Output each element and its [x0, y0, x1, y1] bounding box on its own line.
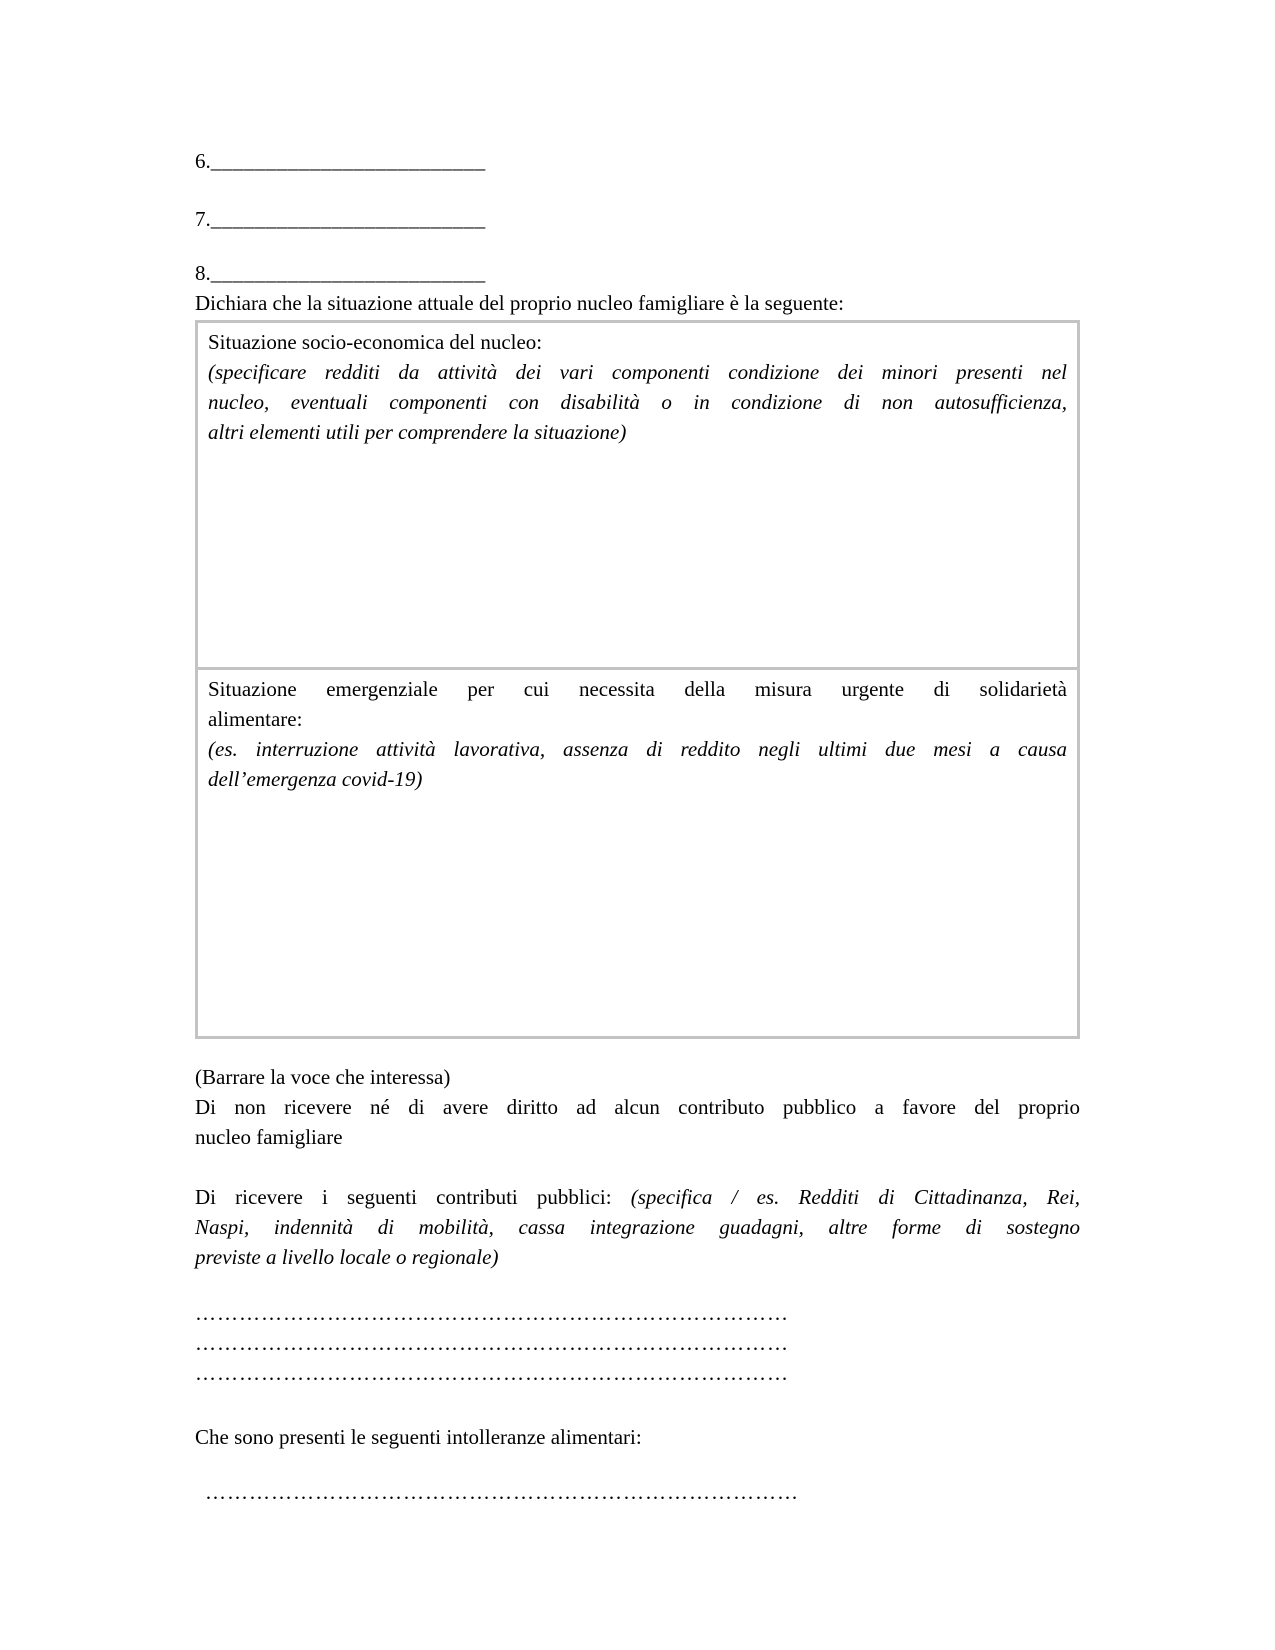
emergency-note-line: (es. interruzione attività lavorativa, assenza di reddito negli ultimi due mesi a causa: [208, 737, 1067, 761]
dotted-fill-line[interactable]: ………………………………………………………………………: [195, 1301, 789, 1325]
blank-line-7[interactable]: _________________________: [210, 207, 486, 231]
instruction-barrare: (Barrare la voce che interessa): [195, 1065, 451, 1089]
intolerances-label: Che sono presenti le seguenti intolleranze alimentari:: [195, 1425, 642, 1449]
socio-economic-note-line: nucleo, eventuali componenti con disabilità o in condizione di non autosufficienza,: [208, 390, 1067, 414]
option-receive-contributions: [195, 1182, 1080, 1272]
option-no-contribution-line: Di non ricevere né di avere diritto ad alcun contributo pubblico a favore del proprio: [195, 1095, 1080, 1119]
dotted-fill-line[interactable]: ………………………………………………………………………: [195, 1361, 789, 1385]
socio-economic-title: Situazione socio-economica del nucleo:: [208, 330, 543, 354]
table-row: [197, 322, 1079, 669]
item-number-6: 6.: [195, 149, 211, 173]
item-number-8: 8.: [195, 261, 211, 285]
numbered-blank-7: [195, 204, 1080, 234]
socio-economic-note-line: altri elementi utili per comprendere la situazione): [208, 420, 627, 444]
option-receive-note: (specifica / es. Redditi di Cittadinanza, Rei,: [630, 1185, 1080, 1209]
item-number-7: 7.: [195, 207, 211, 231]
socio-economic-note-line: (specificare redditi da attività dei vari componenti condizione dei minori presenti nel: [208, 360, 1067, 384]
option-receive-line: previste a livello locale o regionale): [195, 1245, 499, 1269]
option-receive-lead: Di ricevere i seguenti contributi pubblici:: [195, 1185, 631, 1209]
declaration-intro: Dichiara che la situazione attuale del proprio nucleo famigliare è la seguente:: [195, 291, 844, 315]
emergency-box[interactable]: [197, 669, 1079, 1038]
dotted-fill-line[interactable]: ………………………………………………………………………: [195, 1331, 789, 1355]
option-no-contribution: [195, 1092, 1080, 1152]
option-receive-line: Naspi, indennità di mobilità, cassa integrazione guadagni, altre forme di sostegno: [195, 1215, 1080, 1239]
contributions-fill-lines: [195, 1298, 1080, 1388]
family-situation-table: [195, 320, 1080, 1039]
emergency-title-line: alimentare:: [208, 707, 303, 731]
table-row: [197, 669, 1079, 1038]
numbered-blank-8: [195, 258, 1080, 288]
numbered-blank-6: [195, 146, 1080, 176]
emergency-title-line: Situazione emergenziale per cui necessita della misura urgente di solidarietà: [208, 677, 1067, 701]
intolerances-dotted-line[interactable]: ………………………………………………………………………: [205, 1480, 799, 1504]
option-no-contribution-line: nucleo famigliare: [195, 1125, 343, 1149]
socio-economic-box[interactable]: [197, 322, 1079, 669]
option-receive-line: [195, 1182, 1080, 1212]
page-content: [195, 0, 1080, 1507]
blank-line-6[interactable]: _________________________: [210, 149, 486, 173]
emergency-note-line: dell’emergenza covid-19): [208, 767, 423, 791]
blank-line-8[interactable]: _________________________: [210, 261, 486, 285]
